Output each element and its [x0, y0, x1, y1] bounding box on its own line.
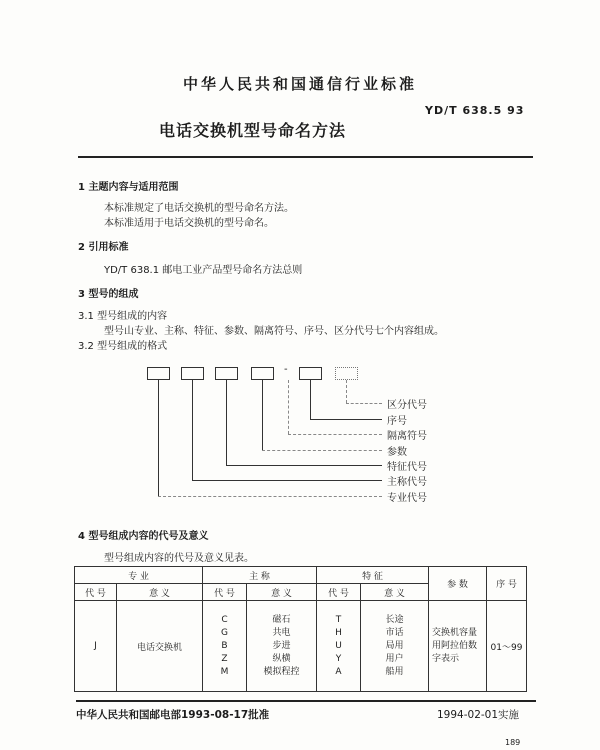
footer-rule	[76, 700, 536, 702]
feature-code: A	[335, 666, 342, 677]
label-profession-code: 专业代号	[387, 493, 427, 504]
box-feature	[215, 367, 238, 380]
label-serial-number: 序号	[387, 416, 407, 427]
feature-meanings-cell	[361, 601, 429, 692]
feature-codes-cell	[317, 601, 361, 692]
main-codes-cell	[203, 601, 247, 692]
section-2-heading: 2 引用标准	[78, 242, 129, 253]
effective-date: 1994-02-01实施	[437, 709, 520, 721]
main-code: C	[221, 614, 228, 625]
section-3-2-title: 3.2 型号组成的格式	[78, 341, 168, 352]
feature-meaning: 长途	[385, 614, 404, 625]
box-serial	[299, 367, 322, 380]
label-feature-code: 特征代号	[387, 462, 427, 473]
page-number: 189	[505, 738, 521, 747]
header-main-name: 主 称	[203, 567, 317, 584]
header-feature: 特 征	[317, 567, 429, 584]
standard-org-title: 中华人民共和国通信行业标准	[182, 75, 417, 93]
subheader-meaning: 意 义	[117, 584, 203, 601]
header-parameter: 参 数	[429, 567, 487, 601]
feature-meaning: 局用	[385, 640, 404, 651]
feature-code: H	[335, 627, 342, 638]
section-3-heading: 3 型号的组成	[78, 289, 139, 300]
serial-range-cell: 01～99	[487, 601, 527, 692]
feature-code: T	[335, 614, 342, 625]
section-4-heading: 4 型号组成内容的代号及意义	[78, 531, 209, 542]
main-meanings-cell	[247, 601, 317, 692]
parameter-line: 用阿拉伯数	[432, 640, 478, 651]
parameter-cell	[429, 601, 487, 692]
main-meaning: 磁石	[272, 614, 291, 625]
section-1-heading: 1 主题内容与适用范围	[78, 182, 179, 193]
box-parameter	[251, 367, 274, 380]
subheader-meaning: 意 义	[361, 584, 429, 601]
standard-code: YD/T 638.5 93	[425, 104, 525, 117]
parameter-line: 字表示	[432, 653, 460, 664]
table-intro: 型号组成内容的代号及意义见表。	[104, 553, 254, 564]
subheader-code: 代 号	[317, 584, 361, 601]
section-1-paragraph-2: 本标准适用于电话交换机的型号命名。	[104, 218, 274, 229]
header-profession: 专 业	[75, 567, 203, 584]
feature-code: U	[335, 640, 342, 651]
main-meaning: 纵横	[272, 653, 291, 664]
parameter-line: 交换机容量	[432, 627, 478, 638]
box-main-name	[181, 367, 204, 380]
feature-meaning: 用户	[385, 653, 404, 664]
main-meaning: 共电	[272, 627, 291, 638]
label-parameter: 参数	[387, 447, 407, 458]
box-profession	[147, 367, 170, 380]
profession-code-cell: J	[75, 601, 117, 692]
reference-standard: YD/T 638.1 邮电工业产品型号命名方法总则	[104, 265, 303, 276]
header-serial: 序 号	[487, 567, 527, 601]
profession-meaning-cell: 电话交换机	[117, 601, 203, 692]
main-meaning: 步进	[272, 640, 291, 651]
section-1-paragraph-1: 本标准规定了电话交换机的型号命名方法。	[104, 203, 294, 214]
label-distinguish-code: 区分代号	[387, 400, 427, 411]
section-3-1-text: 型号山专业、主称、特征、参数、隔离符号、序号、区分代号七个内容组成。	[104, 326, 444, 337]
main-code: G	[221, 627, 228, 638]
box-distinguish	[335, 367, 358, 380]
subheader-code: 代 号	[75, 584, 117, 601]
feature-code: Y	[335, 653, 342, 664]
label-main-name-code: 主称代号	[387, 477, 427, 488]
subheader-meaning: 意 义	[247, 584, 317, 601]
main-code: M	[220, 666, 229, 677]
separator-symbol: -	[284, 364, 288, 375]
main-meaning: 模拟程控	[263, 666, 300, 677]
header-rule	[78, 156, 533, 158]
label-separator: 隔离符号	[387, 431, 427, 442]
subheader-code: 代 号	[203, 584, 247, 601]
main-code: B	[221, 640, 228, 651]
section-3-1-title: 3.1 型号组成的内容	[78, 311, 168, 322]
code-meaning-table	[74, 566, 527, 692]
main-code: Z	[221, 653, 228, 664]
feature-meaning: 船用	[385, 666, 404, 677]
document-title: 电话交换机型号命名方法	[158, 121, 346, 140]
issuer-approval: 中华人民共和国邮电部1993-08-17批准	[76, 709, 270, 721]
feature-meaning: 市话	[385, 627, 404, 638]
